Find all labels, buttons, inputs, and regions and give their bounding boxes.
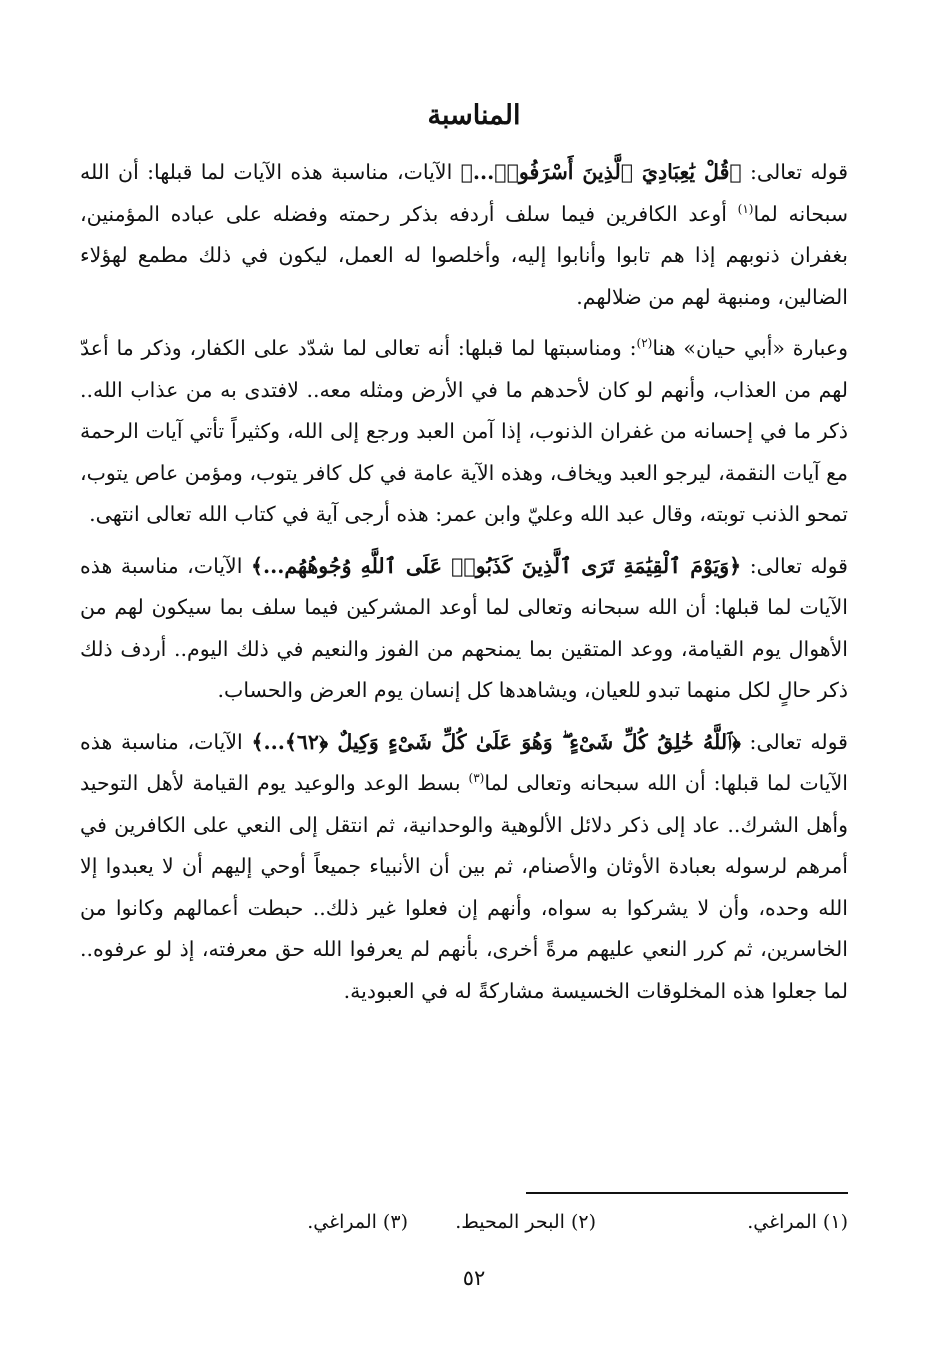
paragraph-text: : ومناسبتها لما قبلها: أنه تعالى لما شدّد على الكفار، وذكر ما أعدّ لهم من العذاب، وأنهم لو كان لأحدهم ما في الأرض ومثله معه.. لافتدى به من عذاب الله.. ذكر ما في إحسانه من غفران الذنوب، إذا آمن العبد ورجع إلى الله، وكثيراً تأتي آيات الرحمة مع آيات النقمة، ليرجو العبد ويخاف، وهذه الآية عامة في كل كافر يتوب، ومؤمن عاص يتوب، تمحو الذنب توبته، وقال عبد الله وعليّ وابن عمر: هذه أرجى آية في كتاب الله تعالى انتهى.	[80, 336, 848, 526]
paragraph-lead: قوله تعالى:	[740, 729, 848, 754]
footnote-1: (١) المراغي.	[747, 1211, 848, 1233]
paragraph-lead: قوله تعالى:	[741, 160, 848, 184]
paragraph-2	[80, 328, 848, 536]
page-title: المناسبة	[427, 100, 521, 131]
quran-verse: ﴿قُلْ يَٰعِبَادِيَ ٱلَّذِينَ أَسْرَفُوا۟...﴾	[460, 160, 742, 184]
footnote-ref: (١)	[737, 201, 754, 216]
paragraph-text: الآيات، مناسبة هذه الآيات لما قبلها: أن الله سبحانه وتعالى لما أوعد المشركين فيما سلف بما سيكون لهم من الأهوال يوم القيامة، ووعد المتقين بما يمنحهم من الفوز والنعيم في ذلك اليوم.. أردف ذلك ذكر حالٍ لكل منهما تبدو للعيان، ويشاهدها كل إنسان يوم العرض والحساب.	[80, 553, 848, 702]
paragraph-4	[80, 722, 848, 1013]
footnote-ref: (٢)	[636, 336, 653, 351]
body-text	[80, 152, 848, 1022]
footnote-ref: (٣)	[468, 771, 485, 786]
paragraph-lead: قوله تعالى:	[741, 553, 848, 578]
paragraph-text: أوعد الكافرين فيما سلف أردفه بذكر رحمته وفضله على عباده المؤمنين، بغفران ذنوبهم إذا هم تابوا وأنابوا إليه، وأخلصوا له العمل، ليكون في ذلك مطمع لهؤلاء الضالين، ومنبهة لهم من ضلالهم.	[80, 201, 848, 309]
footnote-3: (٣) المراغي.	[307, 1211, 408, 1233]
paragraph-text: الآيات، مناسبة هذه الآيات لما قبلها: أن الله سبحانه لما	[80, 160, 849, 226]
paragraph-text: الآيات، مناسبة هذه الآيات لما قبلها: أن الله سبحانه وتعالى لما	[80, 729, 848, 795]
quran-verse: ﴿وَيَوْمَ ٱلْقِيَٰمَةِ تَرَى ٱلَّذِينَ كَذَبُوا۟ عَلَى ٱللَّهِ وُجُوهُهُم...﴾	[250, 553, 742, 578]
footnotes	[190, 1206, 848, 1242]
quran-verse: ﴿ٱللَّهُ خَٰلِقُ كُلِّ شَىْءٍ ۖ وَهُوَ عَلَىٰ كُلِّ شَىْءٍ وَكِيلٌ ﴿٦٢﴾...﴾	[251, 729, 741, 754]
paragraph-1	[80, 152, 848, 318]
footnote-2: (٢) البحر المحيط.	[455, 1211, 596, 1233]
paragraph-text: بسط الوعد والوعيد يوم القيامة لأهل التوحيد وأهل الشرك.. عاد إلى ذكر دلائل الألوهية والوحدانية، ثم انتقل إلى النعي على الكافرين في أمرهم لرسوله بعبادة الأوثان والأصنام، ثم بين أن الأنبياء جميعاً أوحي إليهم أن لا يعبدوا إلا الله وحده، وأن لا يشركوا به سواه، وأنهم إن فعلوا غير ذلك.. حبطت أعمالهم وكانوا من الخاسرين، ثم كرر النعي عليهم مرةً أخرى، بأنهم لم يعرفوا الله حق معرفته، إذ لو عرفوه.. لما جعلوا هذه المخلوقات الخسيسة مشاركةً له في العبودية.	[80, 771, 848, 1003]
page-number: ٥٢	[462, 1266, 486, 1290]
paragraph-lead: وعبارة «أبي حيان» هنا	[652, 336, 848, 360]
paragraph-3	[80, 546, 848, 712]
footnote-divider	[526, 1192, 848, 1194]
